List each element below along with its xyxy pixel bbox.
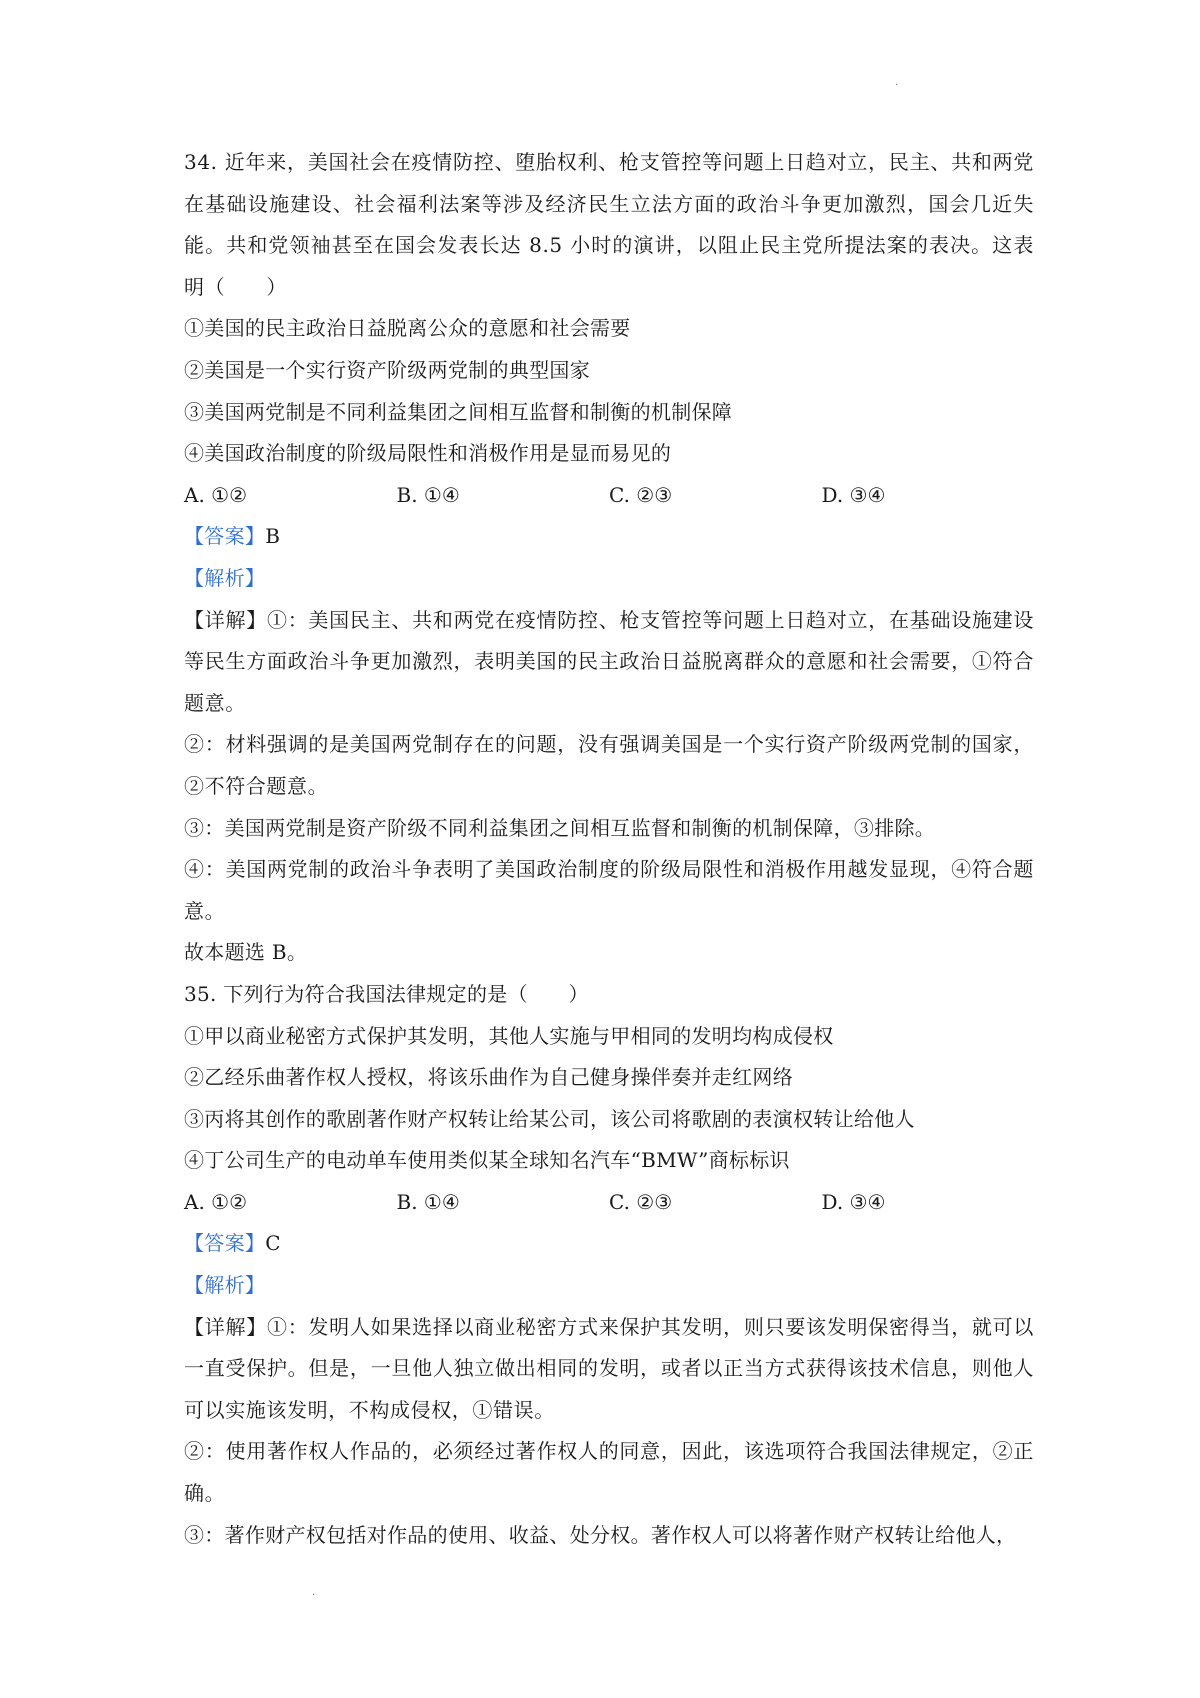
q34-item-3: ③美国两党制是不同利益集团之间相互监督和制衡的机制保障 xyxy=(184,399,733,424)
q35-option-c: C. ②③ xyxy=(609,1189,673,1214)
q35-answer-value: C xyxy=(265,1231,281,1256)
q35-detail-1-text: ①：发明人如果选择以商业秘密方式来保护其发明，则只要该发明保密得当，就可以一直受保护。但是，一旦他人独立做出相同的发明，或者以正当方式获得该技术信息，则他人可以实施该发明，不构成侵权，①错误。 xyxy=(184,1314,1035,1422)
q34-conclusion: 故本题选 B。 xyxy=(184,940,308,965)
q34-answer xyxy=(184,516,1034,558)
q35-analysis-tag: 【解析】 xyxy=(184,1273,266,1298)
q34-option-a: A. ①② xyxy=(184,482,248,507)
q35-option-d: D. ③④ xyxy=(821,1189,886,1214)
top-dot-mark: · xyxy=(895,80,899,91)
q35-item-4: ④丁公司生产的电动单车使用类似某全球知名汽车“BMW”商标标识 xyxy=(184,1148,790,1173)
q34-detail-4: ④：美国两党制的政治斗争表明了美国政治制度的阶级局限性和消极作用越发显现，④符合题意。 xyxy=(184,857,1034,923)
q35-detail-2: ②：使用著作权人作品的，必须经过著作权人的同意，因此，该选项符合我国法律规定，②正确。 xyxy=(184,1439,1034,1506)
q35-option-b: B. ①④ xyxy=(396,1189,460,1214)
q35-item-2: ②乙经乐曲著作权人授权，将该乐曲作为自己健身操伴奏并走红网络 xyxy=(184,1065,793,1090)
q35-answer xyxy=(184,1223,1034,1265)
q35-answer-tag: 【答案】 xyxy=(184,1231,266,1256)
q35-options xyxy=(184,1182,1034,1224)
q34-detail-1 xyxy=(184,600,1034,725)
q34-item-2: ②美国是一个实行资产阶级两党制的典型国家 xyxy=(184,357,590,382)
q34-answer-tag: 【答案】 xyxy=(184,524,266,549)
q35-detail-3: ③：著作财产权包括对作品的使用、收益、处分权。著作权人可以将著作财产权转让给他人， xyxy=(184,1522,1017,1547)
q34-option-b: B. ①④ xyxy=(396,482,460,507)
q35-detail-1 xyxy=(184,1307,1034,1432)
q34-detail-tag: 【详解】 xyxy=(184,607,267,632)
q34-option-d: D. ③④ xyxy=(821,482,886,507)
q34-stem: 34. 近年来，美国社会在疫情防控、堕胎权利、枪支管控等问题上日趋对立，民主、共和两党在基础设施建设、社会福利法案等涉及经济民生立法方面的政治斗争更加激烈，国会几近失能。共和党领袖甚至在国会发表长达 8.5 小时的演讲，以阻止民主党所提法案的表决。这表明（ ） xyxy=(184,150,1034,299)
q34-item-4: ④美国政治制度的阶级局限性和消极作用是显而易见的 xyxy=(184,441,672,466)
document-content xyxy=(184,142,1034,1556)
q34-detail-3: ③：美国两党制是资产阶级不同利益集团之间相互监督和制衡的机制保障，③排除。 xyxy=(184,815,936,840)
q35-option-a: A. ①② xyxy=(184,1189,248,1214)
q34-item-1: ①美国的民主政治日益脱离公众的意愿和社会需要 xyxy=(184,316,631,341)
q34-options xyxy=(184,475,1034,517)
q35-item-3: ③丙将其创作的歌剧著作财产权转让给某公司，该公司将歌剧的表演权转让给他人 xyxy=(184,1106,915,1131)
q34-option-c: C. ②③ xyxy=(609,482,673,507)
q34-detail-2: ②：材料强调的是美国两党制存在的问题，没有强调美国是一个实行资产阶级两党制的国家，②不符合题意。 xyxy=(184,732,1034,798)
bottom-dot-mark: · xyxy=(312,1590,316,1601)
q34-answer-value: B xyxy=(265,524,281,549)
q35-stem: 35. 下列行为符合我国法律规定的是（ ） xyxy=(184,981,589,1006)
q35-item-1: ①甲以商业秘密方式保护其发明，其他人实施与甲相同的发明均构成侵权 xyxy=(184,1023,834,1048)
q34-detail-1-text: ①：美国民主、共和两党在疫情防控、枪支管控等问题上日趋对立，在基础设施建设等民生方面政治斗争更加激烈，表明美国的民主政治日益脱离群众的意愿和社会需要，①符合题意。 xyxy=(184,607,1035,715)
q34-analysis-tag: 【解析】 xyxy=(184,565,266,590)
q35-detail-tag: 【详解】 xyxy=(184,1314,267,1339)
